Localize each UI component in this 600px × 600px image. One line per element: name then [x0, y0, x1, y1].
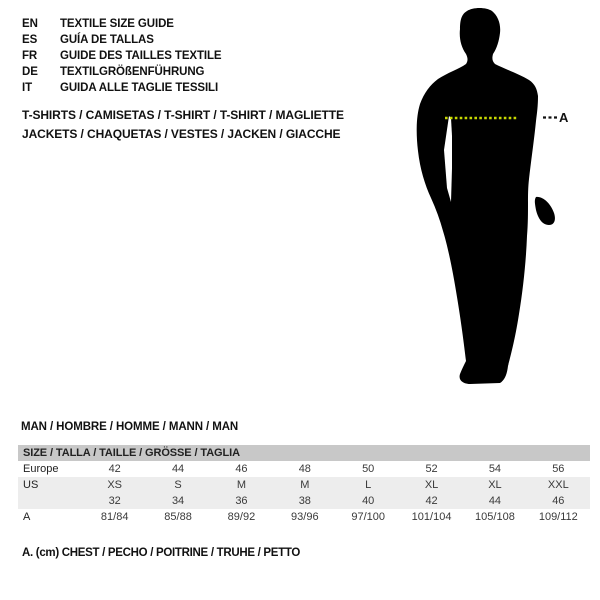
- size-cell: M: [236, 479, 247, 491]
- man-right-hand: [535, 197, 555, 225]
- category-jackets: JACKETS / CHAQUETAS / VESTES / JACKEN / GIACCHE: [22, 127, 341, 141]
- language-label: TEXTILGRÖßENFÜHRUNG: [60, 66, 205, 78]
- row-label: [18, 493, 83, 509]
- size-table-header: SIZE / TALLA / TAILLE / GRÖSSE / TAGLIA: [18, 445, 590, 461]
- size-cell: XXL: [547, 479, 569, 491]
- chest-footnote: A. (cm) CHEST / PECHO / POITRINE / TRUHE / PETTO: [22, 547, 301, 559]
- language-code: IT: [22, 82, 33, 94]
- size-cell: L: [365, 479, 372, 491]
- size-row-us: [18, 477, 590, 493]
- size-cell: 89/92: [227, 511, 256, 523]
- size-table: [18, 445, 590, 526]
- size-cell: 109/112: [538, 511, 578, 523]
- size-cell: 42: [425, 495, 438, 507]
- size-cell: 46: [552, 495, 565, 507]
- size-cell: 44: [488, 495, 502, 507]
- size-cell: 50: [362, 463, 375, 475]
- language-label: GUIDA ALLE TAGLIE TESSILI: [60, 82, 219, 94]
- size-cell: 38: [298, 495, 311, 507]
- size-cell: 81/84: [100, 511, 129, 523]
- size-cell: 97/100: [351, 511, 386, 523]
- size-cell: 101/104: [411, 511, 452, 523]
- size-cell: 48: [298, 463, 311, 475]
- size-row-us-numeric: [18, 493, 590, 509]
- size-cell: XL: [488, 479, 502, 491]
- language-code: FR: [22, 50, 38, 62]
- size-cell: 54: [488, 463, 502, 475]
- row-label: A: [23, 511, 31, 523]
- size-cell: 32: [108, 495, 121, 507]
- size-cell: 34: [171, 495, 185, 507]
- row-label: US: [23, 479, 39, 491]
- size-cell: 105/108: [475, 511, 515, 523]
- size-cell: S: [174, 479, 182, 491]
- language-code: EN: [22, 18, 38, 30]
- language-label: GUIDE DES TAILLES TEXTILE: [60, 50, 222, 62]
- language-label: TEXTILE SIZE GUIDE: [60, 18, 174, 30]
- size-cell: M: [300, 479, 310, 491]
- size-cell: 42: [108, 463, 121, 475]
- size-cell: 56: [552, 463, 565, 475]
- language-code: DE: [22, 66, 38, 78]
- size-cell: 93/96: [291, 511, 319, 523]
- size-cell: 46: [235, 463, 248, 475]
- language-code: ES: [22, 34, 38, 46]
- size-cell: 40: [362, 495, 375, 507]
- measure-a-label: A: [559, 110, 569, 125]
- size-row-europe: [18, 461, 590, 477]
- row-label: Europe: [23, 463, 59, 475]
- size-cell: XL: [424, 479, 439, 491]
- gender-heading: MAN / HOMBRE / HOMME / MANN / MAN: [21, 421, 239, 433]
- language-label: GUÍA DE TALLAS: [60, 34, 154, 46]
- size-cell: XS: [107, 479, 123, 491]
- size-cell: 52: [425, 463, 438, 475]
- size-cell: 44: [171, 463, 185, 475]
- category-tshirts: T-SHIRTS / CAMISETAS / T-SHIRT / T-SHIRT / MAGLIETTE: [22, 108, 344, 122]
- size-cell: 85/88: [164, 511, 192, 523]
- man-silhouette: [417, 8, 538, 384]
- size-row-a-chest: [18, 509, 590, 526]
- size-cell: 36: [235, 495, 248, 507]
